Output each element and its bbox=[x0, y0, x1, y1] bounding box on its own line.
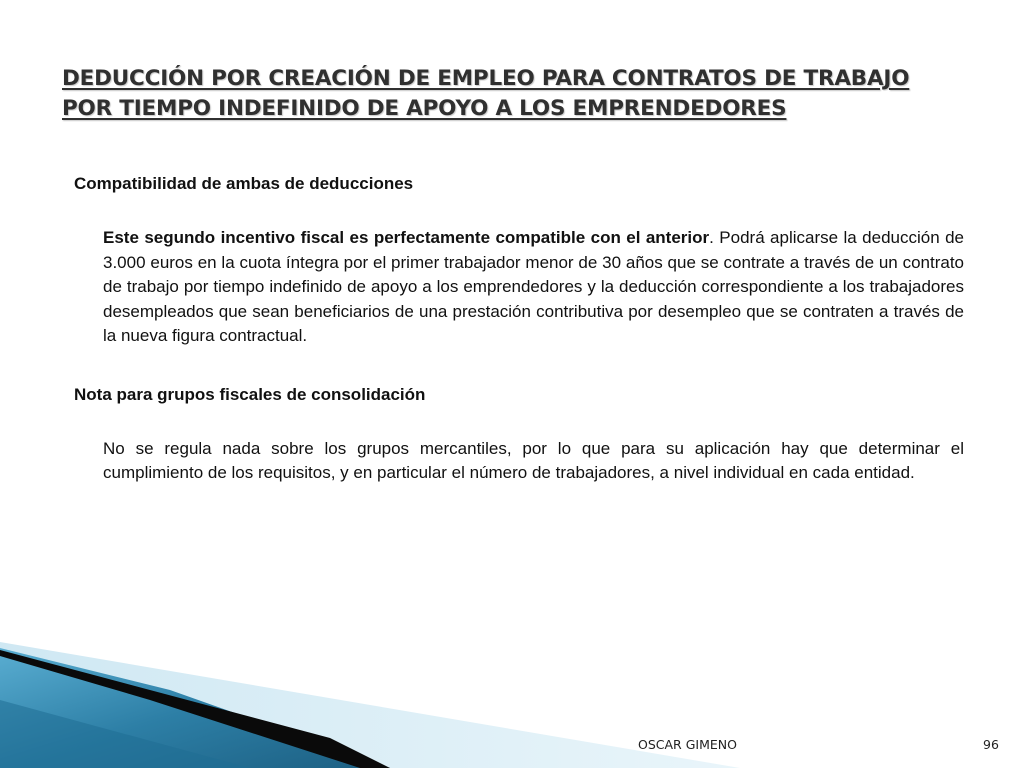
footer-author: OSCAR GIMENO bbox=[638, 737, 737, 752]
corner-decoration bbox=[0, 620, 740, 768]
paragraph-compatibilidad-bold: Este segundo incentivo fiscal es perfectamente compatible con el anterior bbox=[103, 228, 710, 247]
footer-page-number: 96 bbox=[983, 737, 999, 752]
paragraph-compatibilidad-rest: . Podrá aplicarse la deducción de 3.000 euros en la cuota íntegra por el primer trabajador menor de 30 años que se contrate a través de un contrato de trabajo por tiempo indefinido de apoyo a los emprendedores y la deducción correspondiente a los trabajadores desempleados que sean beneficiarios de una prestación contributiva por desempleo que se contraten a través de la nueva figura contractual. bbox=[103, 228, 964, 345]
section-heading-nota-rest: consolidación bbox=[306, 384, 426, 404]
paragraph-compatibilidad bbox=[103, 226, 964, 349]
slide-title-line-2: POR TIEMPO INDEFINIDO DE APOYO A LOS EMPRENDEDORES bbox=[62, 96, 787, 121]
paragraph-nota: No se regula nada sobre los grupos mercantiles, por lo que para su aplicación hay que determinar el cumplimiento de los requisitos, y en particular el número de trabajadores, a nivel individual en cada entidad. bbox=[103, 438, 964, 482]
section-heading-nota-bold: Nota para grupos fiscales de bbox=[74, 384, 307, 404]
slide-content bbox=[74, 172, 964, 486]
section-heading-compatibilidad: Compatibilidad de ambas de deducciones bbox=[74, 174, 414, 193]
section-heading-nota bbox=[74, 383, 964, 407]
slide-title-line-1: DEDUCCIÓN POR CREACIÓN DE EMPLEO PARA CONTRATOS DE TRABAJO bbox=[62, 66, 910, 91]
slide-title bbox=[62, 64, 962, 124]
